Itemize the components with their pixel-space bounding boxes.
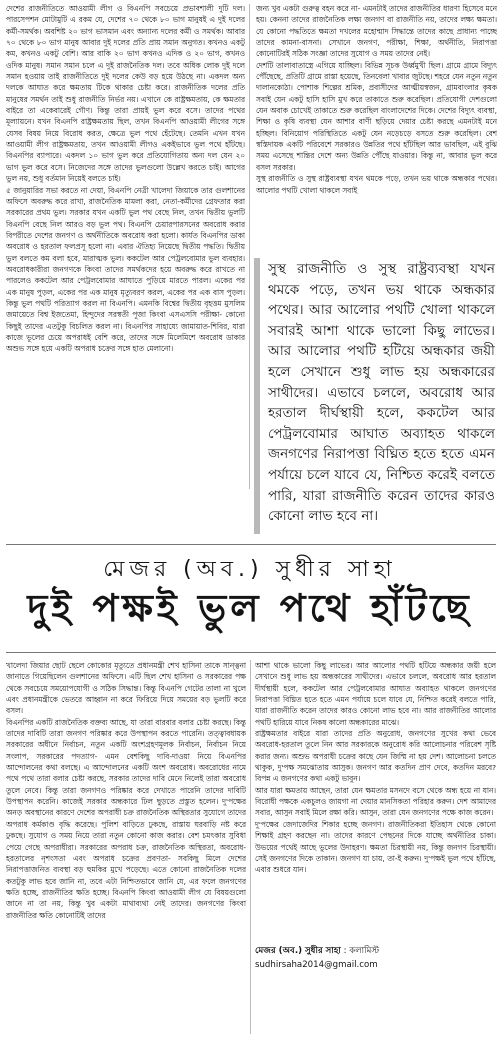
paragraph: সুস্থ রাজনীতি ও সুস্থ রাষ্ট্রব্যবস্থা যখন থমকে পড়ে, তখন ভয় থাকে অন্ধকার পথের। আলোর পথটি খোলা থাকলে সবাই (256, 174, 497, 195)
author-credit (255, 944, 496, 974)
author-role: কলামিস্ট (349, 946, 380, 956)
paragraph: দেশের রাজনীতিতে আওয়ামী লীগ ও বিএনপি সবচেয়ে প্রভাবশালী দুটি দল। পারসেপশন মোটামুটি এ রকম যে, দেশের ৭০ থেকে ৮০ ভাগ মানুষই এ দুই দলের কর্মী-সমর্থক। অবশিষ্ট ২০ ভাগ ভাসমান এবং অন্যান্য দলের কর্মী ও সমর্থক। আবার ৭০ থেকে ৮০ ভাগ মানুষ আবার দুই দলের প্রতি প্রায় সমান অনুগত। কখনও একটু কম, কখনও একটু বেশি। আর বাকি ২০ ভাগ কখনও এদিক ও ২০ ভাগ, কখনও ওদিক মানুষ। সমান সমান চলে এ দুই রাজনৈতিক দল। তবে অধিক লোক দুই দলে সমান হওয়ায় তাই রাজনীতিতে দুই দলের কেউ বড় হয়ে উঠছে না। একদল অন্য দলকে আঘাত করে ক্ষমতায় টিকে থাকার চেষ্টা করে। রাজনীতিক দলের প্রতি মানুষের সমর্থন তাই শুধু রাজনীতি নির্ভর নয়। এখানে কে রাষ্ট্রক্ষমতায়, কে ক্ষমতার বাইরে তা একেবারেই গৌণ। কিন্তু তারা প্রায়ই ভুল করে বসে। তাদের পথের মূল্যায়নে। যখন বিএনপি রাষ্ট্রক্ষমতায় ছিল, তখন বিএনপি আওয়ামী লীগের সঙ্গে যেসব বিষয় নিয়ে বিরোধ করত, ক্ষেত্রে ভুল পথে হেঁটেছে। তেমনি এখন যখন আওয়ামী লীগ রাষ্ট্রক্ষমতায়, তখন আওয়ামী লীগও একইভাবে ভুল পথে হাঁটছে। বিএনপির ব্যাপারে। একদল ১০ ভাগ ভুল করে প্রতিযোগিতায় অন্য দল যেন ২০ ভাগ ভুল করে বসে। নিজেদের সঙ্গে তাদের ভুলগুলো উল্লেখ করতে চাই। আগের ভুল নয়, শুধু বর্তমান নিয়েই বলতে চাই। (6, 4, 245, 184)
quote-bar (254, 258, 260, 534)
headline-divider (6, 652, 496, 653)
paragraph: আর যারা ক্ষমতায় আছেন, তারা যেন ক্ষমতার মসনদে বসে থেকে অন্ধ হয়ে না যান। বিরোধী পক্ষকে একচুলও জায়গা না দেয়ার মানসিকতা পরিহার করুন। দেশ আমাদের সবার, আসুন সবাই মিলে রক্ষা করি। আসুন, তারা যেন জনগণের পক্ষে কাজ করেন। (255, 785, 496, 818)
article-column-top-left (6, 3, 245, 491)
byline: মেজর (অব.) সুধীর সাহা (103, 557, 397, 582)
pull-quote-text: সুস্থ রাজনীতি ও সুস্থ রাষ্ট্রব্যবস্থা যখন থমকে পড়ে, তখন ভয় থাকে অন্ধকার পথের। আর আলোর পথটি খোলা থাকলে সবারই আশা থাকে ভালো কিছু লাভের। আর আলোর পথটি হটিয়ে অন্ধকার জয়ী হলে সেখানে শুধু লাভ হয় অন্ধকারের সাথীদের। এভাবে চললে, অবরোধ আর হরতাল দীর্ঘস্থায়ী হলে, ককটেল আর পেট্রলবোমার আঘাত অব্যাহত থাকলে জনগণের নিরাপত্তা বিঘ্নিত হতে হতে এমন পর্যায়ে চলে যাবে যে, নিশ্চিত করেই বলতে পারি, যারা রাজনীতি করেন তাদের কারও কোনো লাভ হবে না। (268, 262, 495, 525)
paragraph: ৫ জানুয়ারির সভা করতে না দেয়া, বিএনপি নেত্রী খালেদা জিয়াকে তার গুলশানের অফিসে অবরুদ্ধ করে রাখা, রাজনৈতিক মামলা করা, নেতা-কর্মীদের গ্রেফতার করা সরকারের প্রথম ভুল। সরকার যখন একটি ভুল পথ বেছে নিল, তখন দ্বিতীয় ভুলটি বিএনপি বেছে নিল আরও বড় ভুল পথ। বিএনপি চেয়ারপারসনের অবরোধ করার বিপরীতে দেশের জনগণ ও অর্থনীতিকে অবরোধ করা হলো। কার্যত বিএনপির ডাকা অবরোধ ও হরতাল ফলপ্রসূ হলো না। এবার ঐতিহ্য নিয়েছে দ্বিতীয় পদ্ধতি। দ্বিতীয় ভুল বলতে কম বলা হবে, মারাত্মক ভুল। ককটেল আর পেট্রলবোমার ভুল ব্যবহার। অবরোধকারীরা জনগণকে কিংবা তাদের সমর্থকদের হয়ে অবরুদ্ধ করে রাখতে না পারলেও ককটেল আর পেট্রলবোমার আঘাতে পুড়িয়ে মারতে পারল। একের পর এক মানুষ পুড়ল, একের পর এক মানুষ মৃত্যুবরণ করল, একের পর এক বাস পুড়ল। কিন্তু ভুল পথটি পরিত্যাগ করল না বিএনপি। এমনকি বিশ্বের দ্বিতীয় বৃহত্তম মুসলিম জমায়েতে বিশ্ব ইজতেমা, হিন্দুদের সরস্বতী পূজা কিংবা এসএসসি পরীক্ষা- কোনো কিছুই তাদের এতটুকু বিচলিত করল না। বিএনপির সাহায্যে জামায়াত-শিবির, যারা কাজে ভূলের চেয়ে অপরাধই বেশি করে, তাদের সঙ্গে মিলেমিশে অবরোধ ডাকার অশুভ সঙ্গে হয়ে একটি অপরাধ চক্রের সঙ্গে হাত মেলানো। (6, 185, 245, 354)
paragraph: আশা থাকে ভালো কিছু লাভের। আর আলোর পথটি হটিয়ে অন্ধকার জয়ী হলে সেখানে শুধু লাভ হয় অন্ধকারের সাথীদের। এভাবে চললে, অবরোধ আর হরতাল দীর্ঘস্থায়ী হলে, ককটেল আর পেট্রলবোমার আঘাত অব্যাহত থাকলে জনগণের নিরাপত্তা বিঘ্নিত হতে হতে এমন পর্যায়ে চলে যাবে যে, নিশ্চিত করেই বলতে পারি, যারা রাজনীতি করেন তাদের কারও কোনো লাভ হবে না। আর রাজনীতির আলোর পথটি হারিয়ে যাবে নিকষ কালো অন্ধকারের মাঝে। (255, 661, 496, 727)
paragraph: দু'পক্ষের জেদাজেদির শিকার হচ্ছে জনগণ। রাজনীতিকরা ইতিহাস থেকে কোনো শিক্ষাই গ্রহণ করছেন না। তাদের কারণে পেছনের দিকে যাচ্ছে অর্থনীতির চাকা। উভয়ের পথেই আছে ভুলের উদাহরণ। ক্ষমতা চিরস্থায়ী নয়, কিন্তু জনগণ চিরস্থায়ী। সেই জনগণের দিকে তাকান। জনগণ যা চায়, তা-ই করুন। দু'পক্ষই ভুল পথে হাঁটছে, এবার শুধরে যান। (255, 819, 496, 875)
paragraph: দেশটি তালাবাতাস্ত্রে এগিয়ে যাচ্ছিল। বিভিন্ন সূচক উর্ধ্বমুখী ছিল। গ্রামে গ্রামে বিদ্যুৎ পৌঁছেছে, প্রতিটি গ্রামে রাস্তা হয়েছে, তিনবেলা খাবার জুটছে। শহরে যেন নতুন নতুন দালানকোঠা। পোশাক শিল্পের শ্রমিক, প্রবাসীদের আত্মীয়স্বজন, গ্রামবাংলার কৃষক সবাই যেন একটু হাসি হাসি মুখ করে তাকাতে শুরু করেছিল। প্রতিযোগী দেশগুলো যেন অবাক চোখেই তাকাতে শুরু করেছিল বাংলাদেশের দিকে। দেশের বিদ্যুৎ ব্যবস্থা, শিক্ষা ও কৃষি ব্যবস্থা যেন আশার বাণী ছড়িয়ে দেয়ার চেষ্টা করছে এমনটাই মনে হচ্ছিল। বিনিয়োগ পরিস্থিতিতে একটু যেন নড়েচড়ে বসতে শুরু করেছিল। বেশ স্বস্তিদায়ক একটি পরিবেশে সরকারও উন্নতির পথে হাঁটছিল আর ভাবছিল, এই বুঝি সময় এসেছে শান্তির দেশে অন্য উন্নতি পৌঁছে যাওয়ার। কিন্তু না, আবার ভুল করে বসল সরকার। (256, 60, 497, 172)
article-column-bottom-right (255, 660, 496, 940)
paragraph: জন্য খুব একটা গুরুত্ব বহন করে না- এমনটাই তাদের রাজনীতির ধারণা হিসেবে মনে হয়। কেননা তাদের রাজনৈতিক লক্ষ্য জনগণ বা রাজনীতি নয়, তাদের লক্ষ্য ক্ষমতা। যে কোনো পদ্ধতিতে ক্ষমতা দখলের মহোন্মাদ সিদ্ধান্তে তাদের কাছে প্রাধান্য পাচ্ছে তাদের কামনা-বাসনা। সেখানে জনগণ, পরীক্ষা, শিক্ষা, অর্থনীতি, নিরাপত্তা কোনোটিরই সঠিক সংজ্ঞা তাদের সুযোগ ও সময় তাদের নেই। (256, 4, 497, 59)
article-column-bottom-left (6, 660, 246, 1036)
author-email[interactable]: sudhirsaha2014@gmail.com (255, 960, 378, 970)
pull-quote (254, 258, 497, 534)
separator: : (343, 946, 350, 956)
column-divider (249, 4, 250, 489)
author-name: মেজর (অব.) সুধীর সাহা (255, 946, 341, 956)
paragraph: খালেদা জিয়ার ছোট ছেলে কোকোর মৃত্যুতে প্রধানমন্ত্রী শেখ হাসিনা তাকে সান্ত্বনা জানাতে গিয়েছিলেন গুলশানের অফিসে। এটি ছিল শেখ হাসিনা ও সরকারের পক্ষ থেকে সবচেয়ে সময়োপযোগী ও সঠিক সিদ্ধান্ত। কিন্তু বিএনপি গেটের তালা না খুলে এবং প্রধানমন্ত্রীকে ভেতরে আহ্বান না করে ফিরিয়ে দিয়ে সময়ের বড় ভুলটি করে বসল। (6, 661, 246, 716)
paragraph: রাষ্ট্রক্ষমতার বাইরে যারা তাদের প্রতি অনুরোধ, জনগণের সুখের কথা ভেবে অবরোধ-হরতাল তুলে নিন আর সরকারকে অনুরোধ করি আলোচনার পরিবেশ সৃষ্টি করার জন্য। অশুভ অপরাধী চক্রের কাছে যেন জিম্মি না হয় দেশ। আলোচনা চলতে থাকুক, দু'পক্ষ সমঝোতায় আসুক। জনগণ আর কতদিন প্রাণ দেবে, কতদিন মরবে? বিপন্ন এ জনগণের কথা একটু ভাবুন। (255, 729, 496, 784)
column-divider (250, 660, 251, 1034)
paragraph: বিএনপির একটি রাজনৈতিক বক্তব্য আছে, যা তারা বারবার বলার চেষ্টা করছে। কিন্তু তাদের দাবিটি তারা জনগণ পরিষ্কার করে উপস্থাপন করতে পারেনি। তত্ত্বাবধায়ক সরকারের অধীনে নির্বাচন, নতুন একটি অংশগ্রহণমূলক নির্বাচন, নির্বাচন নিয়ে সংলাপ, সরকারের পদত্যাগ- এমন বেশকিছু দাবি-দাওয়া নিয়ে বিএনপির আন্দোলনের কথা বলছে। এ আন্দোলনের একটি অংশ অবরোধ। অবরোধের নামে পথে পথে তারা বলার চেষ্টা করছে, সরকার তাদের দাবি মেনে নিলেই তারা অবরোধ তুলে নেবে। কিন্তু তারা জনগণও পরিষ্কার করে দেখাতে পারেনি তাদের দাবিটি উপস্থাপন করেনি। কাজেই সরকার অন্ধকারে ঢিল ছুড়তে প্রস্তুত হলেন। দু'পক্ষের অনড় অবস্থানের কারণে দেশের অপরাধী চক্র রাজনৈতিক অস্থিরতার সুযোগে তাদের অপরাধ কর্মকাণ্ড বৃদ্ধি করেছে। পুলিশ বাড়িতে ঢুকছে, রাস্তায় ঘরবাড়ি নষ্ট করে ঢুকছে। সুযোগ ও সময় নিয়ে তারা নতুন কোনো কাজ করার। বেশ চমৎকার সুবিধা পেয়ে গেছে অপরাধীরা। সরকারের অপরাধ চক্র, রাজনৈতিক অস্থিরতা, অবরোধ-হরতালের নৃশংসতা এবং অপরাধ চক্রের প্রবণতা- সবকিছু মিলে দেশের নিরাপত্তাজনিত ব্যবস্থা বড় হুমকির মুখে পড়েছে। এতে কোনো রাজনৈতিক দলের কতটুকু লাভ হবে জানি না, তবে এটা নিশ্চিতভাবে জানি যে, এর ফলে জনগণের ক্ষতি হচ্ছে, রাজনীতির ক্ষতি হচ্ছে। বিএনপি কিংবা আওয়ামী লীগ যে বিষয়গুলো জানে না তা নয়, কিন্তু খুব একটা মাথাব্যথা নেই তাদের। জনগণের কিংবা রাজনীতির ক্ষতি কোনোটিই তাদের (6, 717, 246, 920)
section-divider (6, 544, 496, 545)
article-column-top-right (256, 3, 497, 253)
headline: দুই পক্ষই ভুল পথে হাঁটছে (27, 586, 473, 630)
